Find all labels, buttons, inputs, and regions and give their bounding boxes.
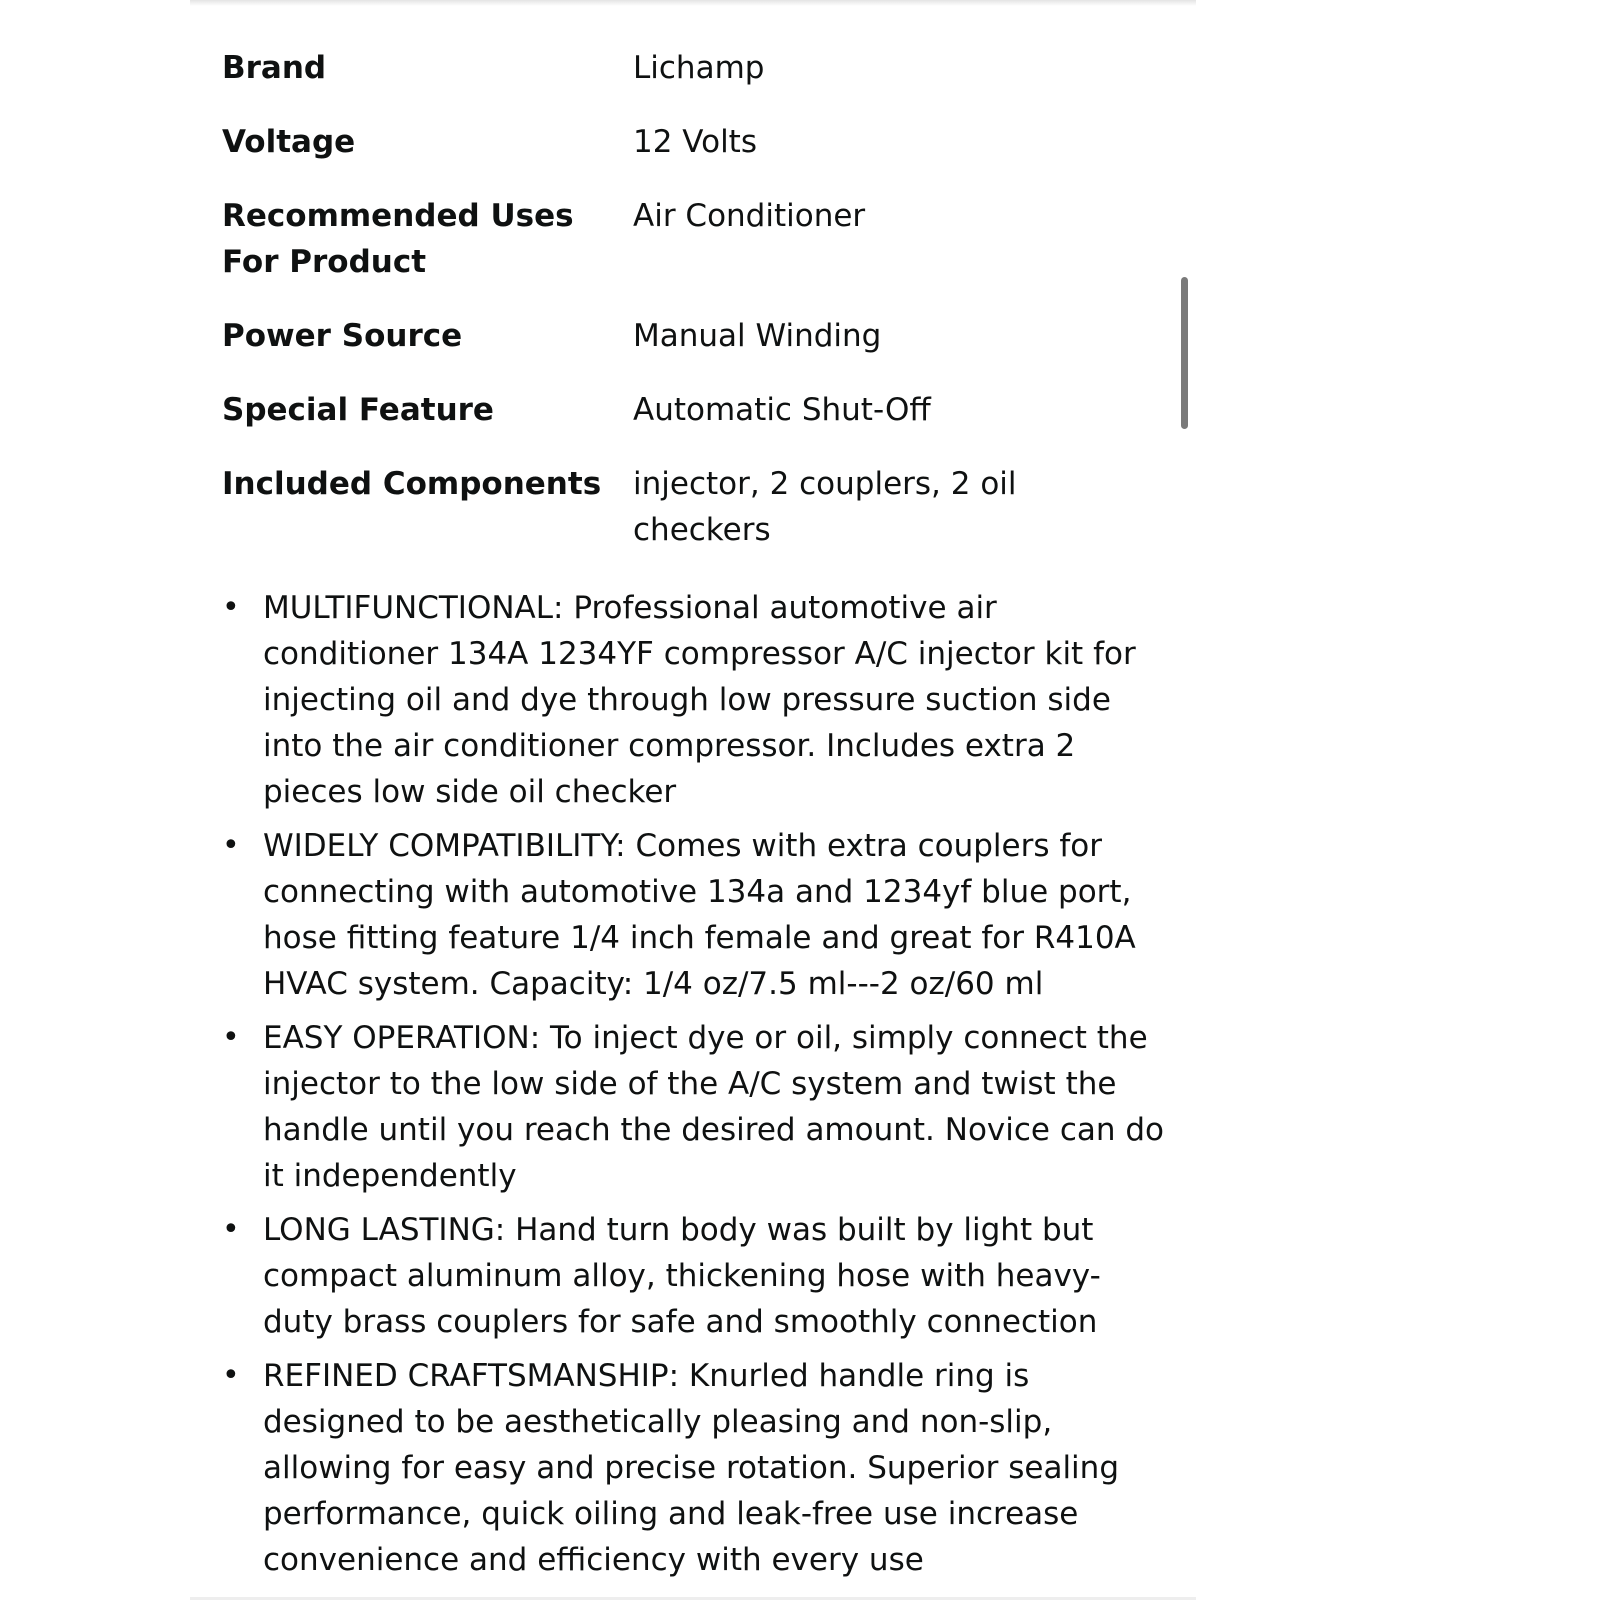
bullet-icon: • <box>222 1212 240 1247</box>
spec-row-included-components <box>222 461 1122 553</box>
scrollbar-thumb[interactable] <box>1181 277 1188 429</box>
spec-value: injector, 2 couplers, 2 oil checkers <box>633 466 1017 548</box>
feature-bullet-list <box>222 585 1167 1591</box>
list-item <box>222 1207 1167 1345</box>
bullet-text: MULTIFUNCTIONAL: Professional automotive air conditioner 134A 1234YF compressor A/C injector kit for injecting oil and dye through low pressure suction side into the air conditioner compressor. Includes extra 2 pieces low side oil checker <box>263 590 1136 810</box>
spec-row-brand <box>222 45 1122 91</box>
spec-value: Automatic Shut-Off <box>633 392 931 428</box>
bullet-text: LONG LASTING: Hand turn body was built by light but compact aluminum alloy, thickening hose with heavy-duty brass couplers for safe and smoothly connection <box>263 1212 1101 1340</box>
spec-label: Voltage <box>222 124 356 160</box>
spec-value: 12 Volts <box>633 124 757 160</box>
spec-label: Included Components <box>222 466 602 502</box>
bullet-icon: • <box>222 1020 240 1055</box>
list-item <box>222 823 1167 1007</box>
bullet-text: WIDELY COMPATIBILITY: Comes with extra couplers for connecting with automotive 134a and 1234yf blue port, hose fitting feature 1/4 inch female and great for R410A HVAC system. Capacity: 1/4 oz/7.5 ml---2 oz/60 ml <box>263 828 1136 1002</box>
bullet-icon: • <box>222 590 240 625</box>
spec-row-power-source <box>222 313 1122 359</box>
spec-row-recommended-uses <box>222 193 1122 285</box>
bullet-text: EASY OPERATION: To inject dye or oil, simply connect the injector to the low side of the A/C system and twist the handle until you reach the desired amount. Novice can do it independently <box>263 1020 1165 1194</box>
list-item <box>222 585 1167 815</box>
list-item <box>222 1353 1167 1583</box>
panel-top-shadow <box>190 0 1196 6</box>
spec-value: Manual Winding <box>633 318 882 354</box>
product-specs-table <box>222 45 1122 581</box>
spec-row-voltage <box>222 119 1122 165</box>
list-item <box>222 1015 1167 1199</box>
spec-label: Power Source <box>222 318 463 354</box>
bullet-text: REFINED CRAFTSMANSHIP: Knurled handle ring is designed to be aesthetically pleasing and non-slip, allowing for easy and precise rotation. Superior sealing performance, quick oiling and leak-free use increase convenience and efficiency with every use <box>263 1358 1119 1578</box>
spec-value: Lichamp <box>633 50 765 86</box>
spec-label: Brand <box>222 50 327 86</box>
spec-label: Special Feature <box>222 392 494 428</box>
bullet-icon: • <box>222 828 240 863</box>
bullet-icon: • <box>222 1358 240 1393</box>
spec-value: Air Conditioner <box>633 198 866 234</box>
spec-label: Recommended Uses For Product <box>222 198 574 280</box>
spec-row-special-feature <box>222 387 1122 433</box>
